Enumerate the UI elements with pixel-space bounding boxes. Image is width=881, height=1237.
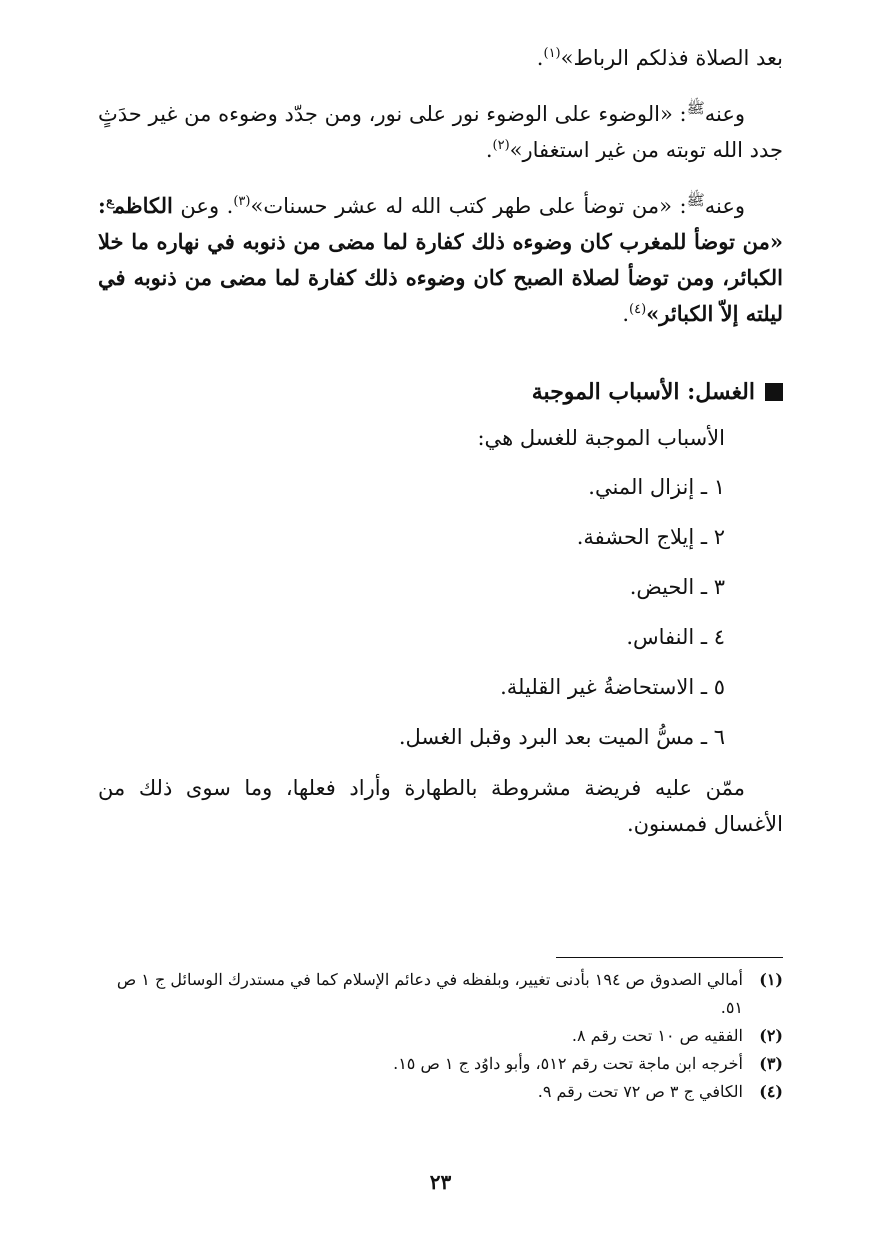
footnote-text: أمالي الصدوق ص ١٩٤ بأدنى تغيير، وبلفظه في دعائم الإسلام كما في مستدرك الوسائل ج ١ ص ٥١.: [116, 970, 743, 1017]
footnote-ref-4[interactable]: (٤): [629, 302, 647, 317]
footnote-ref-3[interactable]: (٣): [233, 194, 251, 209]
prophet-ligature-icon: ﷺ: [686, 99, 705, 117]
footnote-number: (٣): [759, 1054, 783, 1073]
footnotes: [98, 966, 783, 1106]
paragraph-3: [98, 182, 783, 332]
footnote-divider: [556, 957, 783, 958]
page-body: [98, 40, 783, 842]
footnote-text: أخرجه ابن ماجة تحت رقم ٥١٢، وأبو داوُد ج ١ ص ١٥.: [393, 1054, 743, 1073]
list-item: ٤ ـ النفاس.: [626, 625, 725, 649]
list-item: ٣ ـ الحيض.: [629, 575, 725, 599]
causes-list: [98, 462, 783, 762]
list-item: ٦ ـ مسُّ الميت بعد البرد وقبل الغسل.: [398, 725, 725, 749]
footnote-item: [98, 1050, 783, 1078]
list-item: ١ ـ إنزال المني.: [588, 475, 725, 499]
section-heading-text: الغسل: الأسباب الموجبة: [531, 379, 755, 405]
footnote-text: الفقيه ص ١٠ تحت رقم ٨.: [571, 1026, 743, 1045]
paragraph-1-end: .: [536, 46, 544, 70]
page-number: ٢٣: [429, 1170, 452, 1194]
paragraph-3-mid: . وعن: [180, 194, 234, 218]
paragraph-3-bold-quote: : «من توضأ للمغرب كان وضوءه ذلك كفارة لما مضى من ذنوبه في نهاره ما خلا الكبائر، ومن توضأ لصلاة الصبح كان وضوءه ذلك كفارة لما مضى من ذنوبه في ليلته إلاّ الكبائر»: [98, 193, 783, 326]
section-heading: [98, 374, 783, 410]
paragraph-2: [98, 90, 783, 168]
closing-paragraph: ممّن عليه فريضة مشروطة بالطهارة وأراد فعلها، وما سوى ذلك من الأغسال فمسنون.: [98, 776, 783, 836]
footnote-number: (٢): [759, 1026, 783, 1045]
square-bullet-icon: [765, 383, 783, 401]
paragraph-2-lead: وعنه: [704, 102, 745, 126]
section-intro: الأسباب الموجبة للغسل هي:: [477, 426, 725, 450]
footnote-text: الكافي ج ٣ ص ٧٢ تحت رقم ٩.: [537, 1082, 743, 1101]
footnote-number: (٤): [759, 1082, 783, 1101]
imam-ligature-icon: ع: [105, 191, 114, 209]
footnote-number: (١): [759, 970, 783, 989]
prophet-ligature-icon: ﷺ: [686, 191, 705, 209]
paragraph-3-text: : «من توضأ على طهر كتب الله له عشر حسنات»: [250, 194, 687, 218]
footnote-ref-1[interactable]: (١): [543, 46, 561, 61]
footnote-item: [98, 1022, 783, 1050]
footnote-item: [98, 1078, 783, 1106]
footnote-item: [98, 966, 783, 1022]
paragraph-1-text: بعد الصلاة فذلكم الرباط»: [560, 46, 783, 70]
paragraph-3-end: .: [622, 302, 630, 326]
paragraph-3-lead: وعنه: [704, 194, 745, 218]
list-item: ٥ ـ الاستحاضةُ غير القليلة.: [500, 675, 725, 699]
footnote-ref-2[interactable]: (٢): [492, 138, 510, 153]
list-item: ٢ ـ إيلاج الحشفة.: [576, 525, 725, 549]
paragraph-2-end: .: [485, 138, 493, 162]
paragraph-3-kazim: الكاظم: [113, 193, 173, 218]
paragraph-2-text: : «الوضوء على الوضوء نور على نور، ومن جدّد وضوءه من غير حدَثٍ جدد الله توبته من غير استغفار»: [98, 102, 783, 162]
paragraph-1: [98, 40, 783, 76]
